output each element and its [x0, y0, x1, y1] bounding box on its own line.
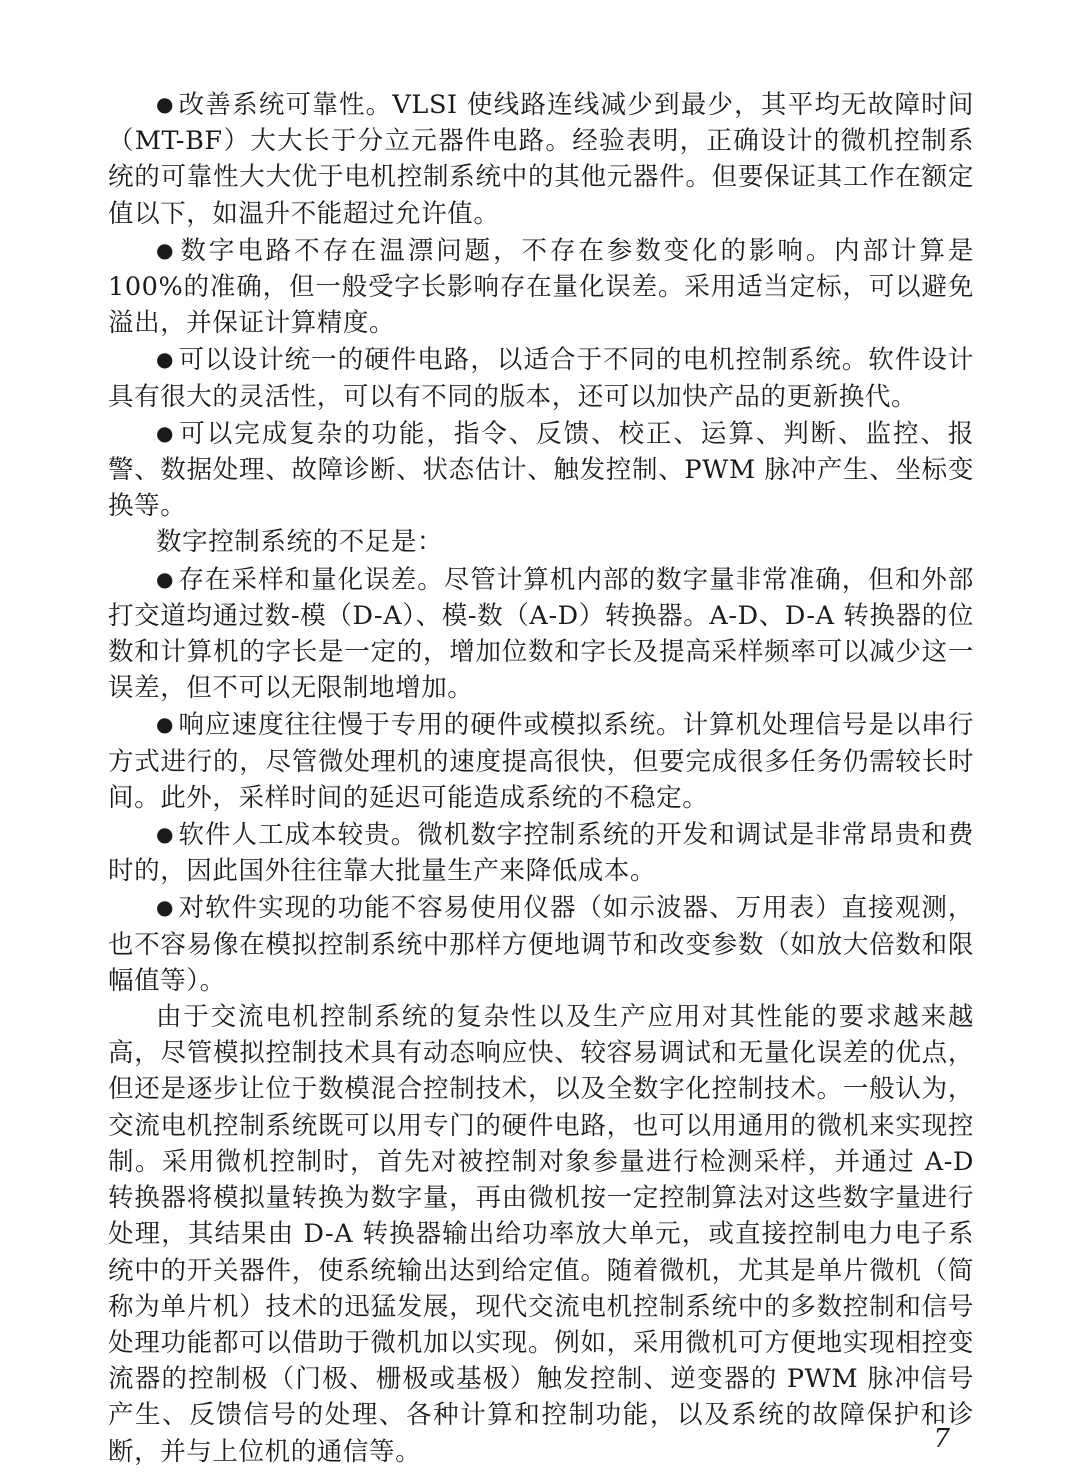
paragraph-ac-motor-control: 由于交流电机控制系统的复杂性以及生产应用对其性能的要求越来越高，尽管模拟控制技术具有动态响应快、较容易调试和无量化误差的优点，但还是逐步让位于数模混合控制技术，以及全数字化控制技术。一般认为，交流电机控制系统既可以用专门的硬件电路，也可以用通用的微机来实现控制。采用微机控制时，首先对被控制对象参量进行检测采样，并通过 A-D 转换器将模拟量转换为数字量，再由微机按一定控制算法对这些数字量进行处理，其结果由 D-A 转换器输出给功率放大单元，或直接控制电力电子系统中的开关器件，使系统输出达到给定值。随着微机，尤其是单片微机（简称为单片机）技术的迅猛发展，现代交流电机控制系统中的多数控制和信号处理功能都可以借助于微机加以实现。例如，采用微机可方便地实现相控变流器的控制极（门极、栅极或基极）触发控制、逆变器的 PWM 脉冲信号产生、反馈信号的处理、各种计算和控制功能，以及系统的故障保护和诊断，并与上位机的通信等。 [108, 1002, 974, 1467]
paragraph-unified-hardware [108, 341, 974, 414]
bullet-icon: ● [156, 895, 175, 920]
paragraph-text: 软件人工成本较贵。微机数字控制系统的开发和调试是非常昂贵和费时的，因此国外往往靠大批量生产来降低成本。 [108, 820, 974, 887]
bullet-icon: ● [156, 237, 175, 262]
bullet-icon: ● [156, 420, 175, 445]
paragraph-sampling-error [108, 561, 974, 707]
paragraph-text: 数字电路不存在温漂问题，不存在参数变化的影响。内部计算是100%的准确，但一般受字长影响存在量化误差。采用适当定标，可以避免溢出，并保证计算精度。 [108, 235, 974, 339]
bullet-icon: ● [156, 92, 175, 116]
bullet-icon: ● [156, 712, 175, 737]
paragraph-response-speed [108, 706, 974, 816]
paragraph-disadvantages-heading: 数字控制系统的不足是： [156, 527, 444, 558]
paragraph-text: 存在采样和量化误差。尽管计算机内部的数字量非常准确，但和外部打交道均通过数-模（D-A）、模-数（A-D）转换器。A-D、D-A 转换器的位数和计算机的字长是一定的，增加位数和字长及提高采样频率可以减少这一误差，但不可以无限制地增加。 [108, 564, 974, 704]
paragraph-text: 改善系统可靠性。VLSI 使线路连线减少到最少，其平均无故障时间（MT-BF）大大长于分立元器件电路。经验表明，正确设计的微机控制系统的可靠性大大优于电机控制系统中的其他元器件。但要保证其工作在额定值以下，如温升不能超过允许值。 [108, 90, 974, 229]
bullet-icon: ● [156, 347, 175, 372]
page-number: 7 [933, 1424, 950, 1454]
paragraph-text: 可以完成复杂的功能，指令、反馈、校正、运算、判断、监控、报警、数据处理、故障诊断、状态估计、触发控制、PWM 脉冲产生、坐标变换等。 [108, 418, 974, 522]
paragraph-reliability [108, 86, 974, 232]
paragraph-observation [108, 889, 974, 999]
paragraph-no-drift [108, 232, 974, 342]
bullet-icon: ● [156, 566, 175, 591]
bullet-icon: ● [156, 822, 175, 847]
paragraph-software-cost [108, 816, 974, 889]
paragraph-text: 响应速度往往慢于专用的硬件或模拟系统。计算机处理信号是以串行方式进行的，尽管微处理机的速度提高很快，但要完成很多任务仍需较长时间。此外，采样时间的延迟可能造成系统的不稳定。 [108, 710, 974, 813]
paragraph-text: 对软件实现的功能不容易使用仪器（如示波器、万用表）直接观测，也不容易像在模拟控制系统中那样方便地调节和改变参数（如放大倍数和限幅值等）。 [108, 893, 974, 996]
paragraph-text: 可以设计统一的硬件电路，以适合于不同的电机控制系统。软件设计具有很大的灵活性，可以有不同的版本，还可以加快产品的更新换代。 [108, 345, 974, 412]
page-body [108, 86, 974, 1470]
paragraph-complex-functions [108, 415, 974, 525]
